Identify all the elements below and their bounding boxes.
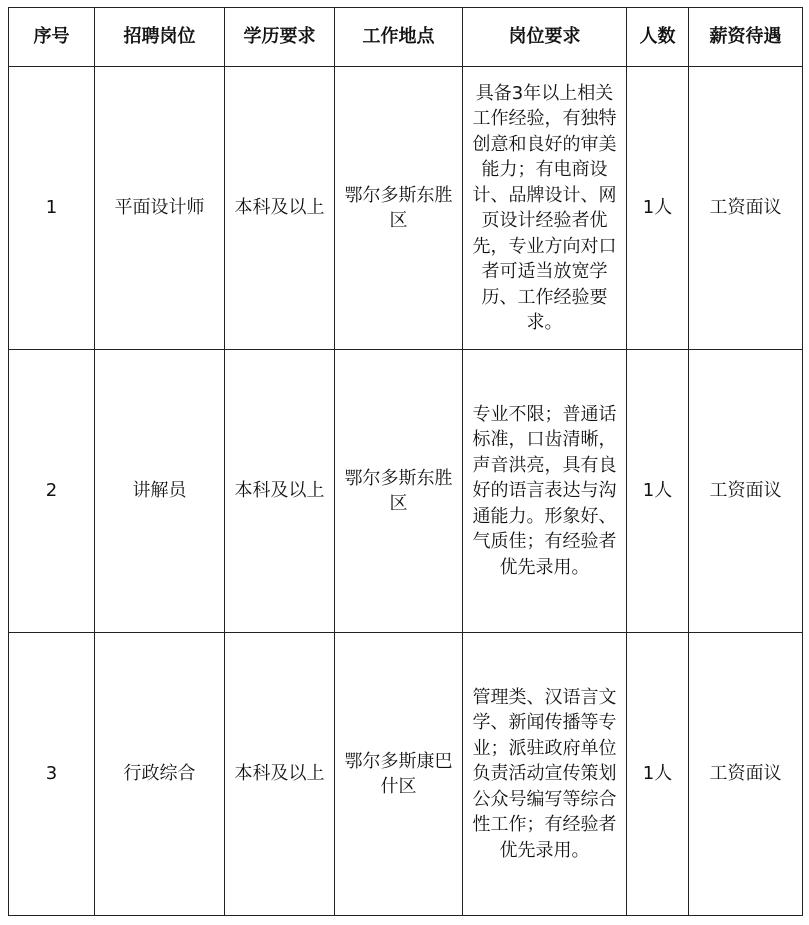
table-row — [9, 67, 803, 350]
header-salary: 薪资待遇 — [689, 8, 803, 67]
cell-education: 本科及以上 — [225, 633, 335, 916]
table-row — [9, 633, 803, 916]
cell-no: 3 — [9, 633, 95, 916]
cell-education: 本科及以上 — [225, 350, 335, 633]
cell-no: 1 — [9, 67, 95, 350]
cell-location: 鄂尔多斯康巴什区 — [335, 633, 463, 916]
cell-count: 1人 — [627, 67, 689, 350]
cell-salary: 工资面议 — [689, 67, 803, 350]
cell-requirements: 专业不限；普通话标准，口齿清晰，声音洪亮，具有良好的语言表达与沟通能力。形象好、气质佳；有经验者优先录用。 — [463, 350, 627, 633]
header-requirements: 岗位要求 — [463, 8, 627, 67]
cell-count: 1人 — [627, 633, 689, 916]
header-no: 序号 — [9, 8, 95, 67]
cell-requirements: 具备3年以上相关工作经验，有独特创意和良好的审美能力；有电商设计、品牌设计、网页设计经验者优先，专业方向对口者可适当放宽学历、工作经验要求。 — [463, 67, 627, 350]
cell-salary: 工资面议 — [689, 633, 803, 916]
cell-position: 行政综合 — [95, 633, 225, 916]
cell-count: 1人 — [627, 350, 689, 633]
header-count: 人数 — [627, 8, 689, 67]
cell-location: 鄂尔多斯东胜区 — [335, 67, 463, 350]
cell-education: 本科及以上 — [225, 67, 335, 350]
cell-requirements: 管理类、汉语言文学、新闻传播等专业；派驻政府单位负责活动宣传策划公众号编写等综合性工作；有经验者优先录用。 — [463, 633, 627, 916]
header-row — [9, 8, 803, 67]
header-location: 工作地点 — [335, 8, 463, 67]
header-position: 招聘岗位 — [95, 8, 225, 67]
cell-position: 讲解员 — [95, 350, 225, 633]
cell-no: 2 — [9, 350, 95, 633]
cell-location: 鄂尔多斯东胜区 — [335, 350, 463, 633]
table-row — [9, 350, 803, 633]
header-education: 学历要求 — [225, 8, 335, 67]
cell-position: 平面设计师 — [95, 67, 225, 350]
cell-salary: 工资面议 — [689, 350, 803, 633]
recruitment-table — [8, 7, 803, 916]
